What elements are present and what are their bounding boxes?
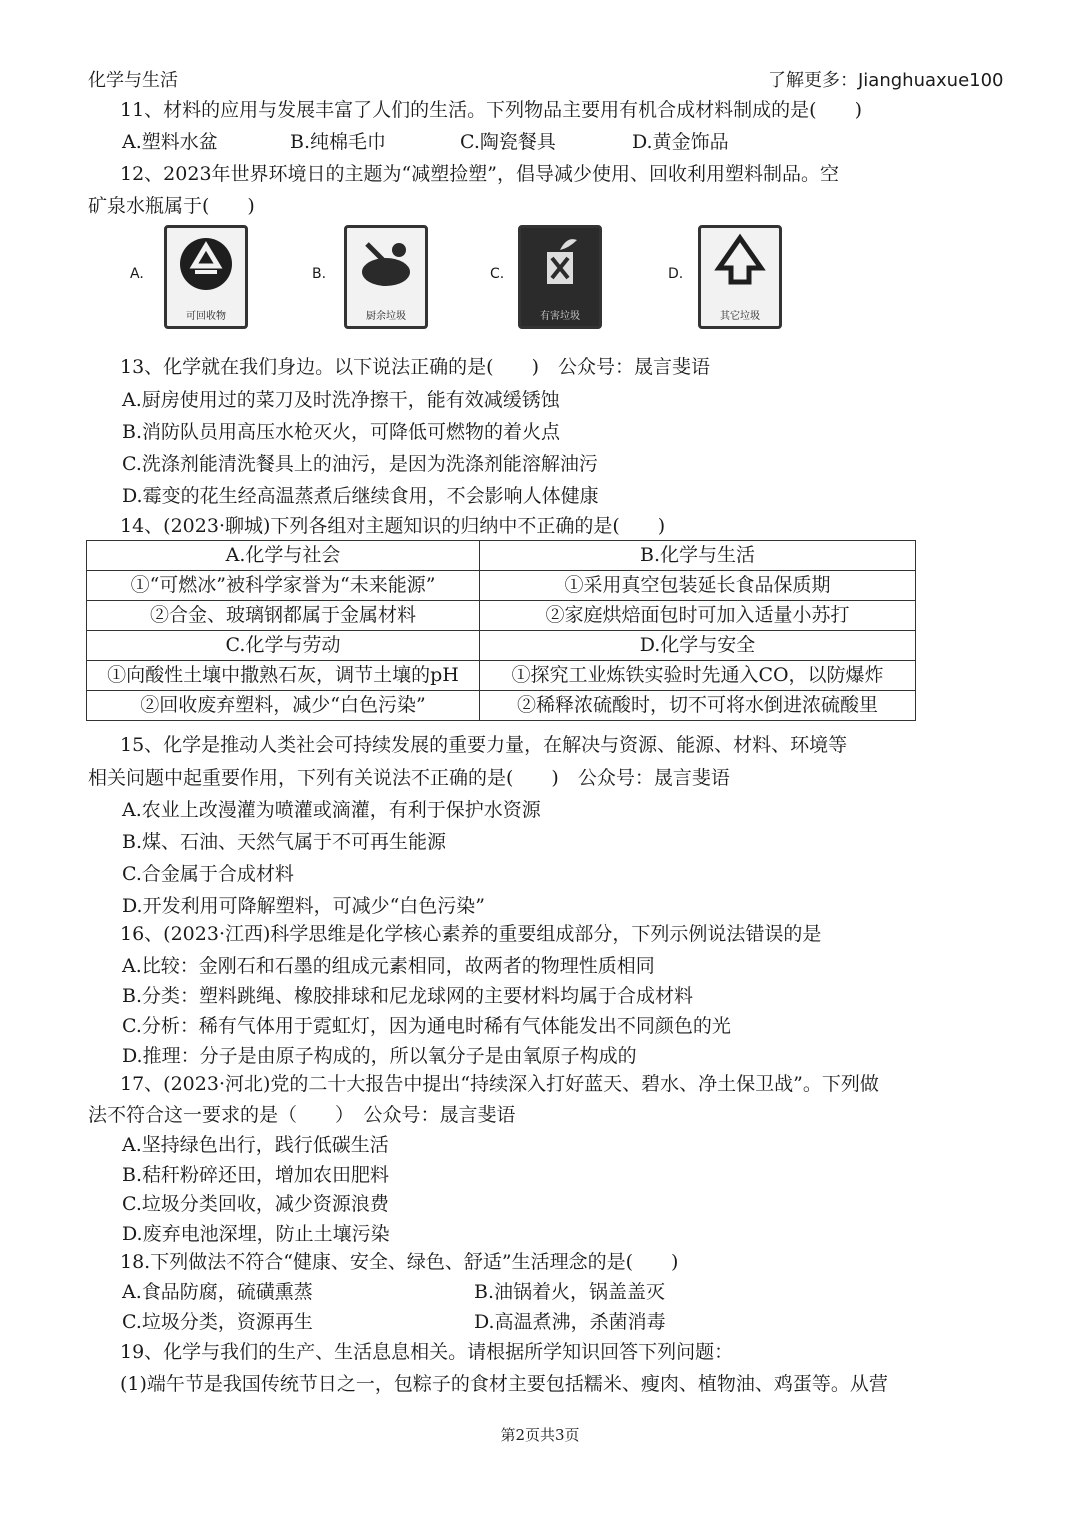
q18-stem: 18.下列做法不符合“健康、安全、绿色、舒适”生活理念的是( ) (120, 1251, 679, 1273)
q19-stem: 19、化学与我们的生产、生活息息相关。请根据所学知识回答下列问题： (120, 1341, 734, 1363)
bin-label-c: 有害垃圾 (540, 311, 580, 322)
q16-option-b: B.分类：塑料跳绳、橡胶排球和尼龙球网的主要材料均属于合成材料 (122, 985, 694, 1007)
table-cell-b2: ②家庭烘焙面包时可加入适量小苏打 (480, 601, 916, 631)
q18-option-a: A.食品防腐，硫磺熏蒸 (122, 1281, 313, 1303)
table-cell-c2: ②回收废弃塑料，减少“白色污染” (87, 691, 480, 721)
q16-option-c: C.分析：稀有气体用于霓虹灯，因为通电时稀有气体能发出不同颜色的光 (122, 1015, 731, 1037)
q18-option-c: C.垃圾分类，资源再生 (122, 1311, 313, 1333)
table-cell-b1: ①采用真空包装延长食品保质期 (480, 571, 916, 601)
table-cell-c1: ①向酸性土壤中撒熟石灰，调节土壤的pH (87, 661, 480, 691)
bin-label-d: 其它垃圾 (720, 311, 760, 322)
table-head-a: A.化学与社会 (87, 541, 480, 571)
other-waste-bin (698, 225, 782, 329)
q18-option-b: B.油锅着火，锅盖盖灭 (474, 1281, 666, 1303)
recycle-icon (167, 228, 245, 298)
food-waste-bin (344, 225, 428, 329)
page-footer: 第2页共3页 (500, 1426, 580, 1444)
bin-letter-a: A. (130, 266, 144, 282)
q14-stem: 14、(2023·聊城)下列各组对主题知识的归纳中不正确的是( ) (120, 515, 666, 537)
q19-part1: (1)端午节是我国传统节日之一，包粽子的食材主要包括糯米、瘦肉、植物油、鸡蛋等。从营 (120, 1373, 888, 1395)
table-head-b: B.化学与生活 (480, 541, 916, 571)
q16-stem: 16、(2023·江西)科学思维是化学核心素养的重要组成部分，下列示例说法错误的是 (120, 923, 822, 945)
q13-option-b: B.消防队员用高压水枪灭火，可降低可燃物的着火点 (122, 421, 561, 443)
other-waste-icon (701, 228, 779, 298)
q12-stem-line2: 矿泉水瓶属于( ) (88, 195, 255, 217)
q13-stem: 13、化学就在我们身边。以下说法正确的是( ) 公众号：晟言斐语 (120, 356, 711, 378)
q17-option-b: B.秸秆粉碎还田，增加农田肥料 (122, 1164, 390, 1186)
hazardous-icon (521, 228, 599, 298)
table-cell-a1: ①“可燃冰”被科学家誉为“未来能源” (87, 571, 480, 601)
q16-option-a: A.比较：金刚石和石墨的组成元素相同，故两者的物理性质相同 (122, 955, 655, 977)
hazardous-bin (518, 225, 602, 329)
header-left: 化学与生活 (88, 70, 178, 91)
q11-stem: 11、材料的应用与发展丰富了人们的生活。下列物品主要用有机合成材料制成的是( ) (120, 99, 863, 121)
table-head-c: C.化学与劳动 (87, 631, 480, 661)
bin-label-b: 厨余垃圾 (366, 311, 406, 322)
q17-option-c: C.垃圾分类回收，减少资源浪费 (122, 1193, 389, 1215)
q13-option-d: D.霉变的花生经高温蒸煮后继续食用，不会影响人体健康 (122, 485, 599, 507)
bin-letter-c: C. (490, 266, 505, 282)
q15-option-b: B.煤、石油、天然气属于不可再生能源 (122, 831, 447, 853)
q17-stem-line1: 17、(2023·河北)党的二十大报告中提出“持续深入打好蓝天、碧水、净土保卫战”。下列做 (120, 1073, 879, 1095)
q14-table (86, 540, 916, 721)
q15-stem-line2: 相关问题中起重要作用，下列有关说法不正确的是( ) 公众号：晟言斐语 (88, 767, 730, 789)
q17-option-d: D.废弃电池深埋，防止土壤污染 (122, 1223, 390, 1245)
q15-option-c: C.合金属于合成材料 (122, 863, 294, 885)
q13-option-a: A.厨房使用过的菜刀及时洗净擦干，能有效减缓锈蚀 (122, 389, 560, 411)
table-cell-a2: ②合金、玻璃钢都属于金属材料 (87, 601, 480, 631)
q13-option-c: C.洗涤剂能清洗餐具上的油污，是因为洗涤剂能溶解油污 (122, 453, 598, 475)
q16-option-d: D.推理：分子是由原子构成的，所以氧分子是由氧原子构成的 (122, 1045, 637, 1067)
q17-option-a: A.坚持绿色出行，践行低碳生活 (122, 1134, 389, 1156)
recyclable-bin (164, 225, 248, 329)
table-cell-d2: ②稀释浓硫酸时，切不可将水倒进浓硫酸里 (480, 691, 916, 721)
q12-stem-line1: 12、2023年世界环境日的主题为“减塑捡塑”，倡导减少使用、回收利用塑料制品。空 (120, 163, 839, 185)
q11-option-c: C.陶瓷餐具 (460, 131, 556, 153)
header-right: 了解更多：Jianghuaxue100 (768, 70, 1004, 91)
q15-option-a: A.农业上改漫灌为喷灌或滴灌，有利于保护水资源 (122, 799, 541, 821)
q15-stem-line1: 15、化学是推动人类社会可持续发展的重要力量，在解决与资源、能源、材料、环境等 (120, 734, 848, 756)
q15-option-d: D.开发利用可降解塑料，可减少“白色污染” (122, 895, 486, 917)
food-waste-icon (347, 228, 425, 298)
bin-letter-b: B. (312, 266, 327, 282)
q11-option-d: D.黄金饰品 (632, 131, 729, 153)
q11-option-b: B.纯棉毛巾 (290, 131, 387, 153)
q11-option-a: A.塑料水盆 (122, 131, 218, 153)
bin-letter-d: D. (668, 266, 684, 282)
table-head-d: D.化学与安全 (480, 631, 916, 661)
table-cell-d1: ①探究工业炼铁实验时先通入CO，以防爆炸 (480, 661, 916, 691)
bin-label-a: 可回收物 (186, 311, 226, 322)
q17-stem-line2: 法不符合这一要求的是（ ） 公众号：晟言斐语 (88, 1104, 516, 1126)
q18-option-d: D.高温煮沸，杀菌消毒 (474, 1311, 666, 1333)
